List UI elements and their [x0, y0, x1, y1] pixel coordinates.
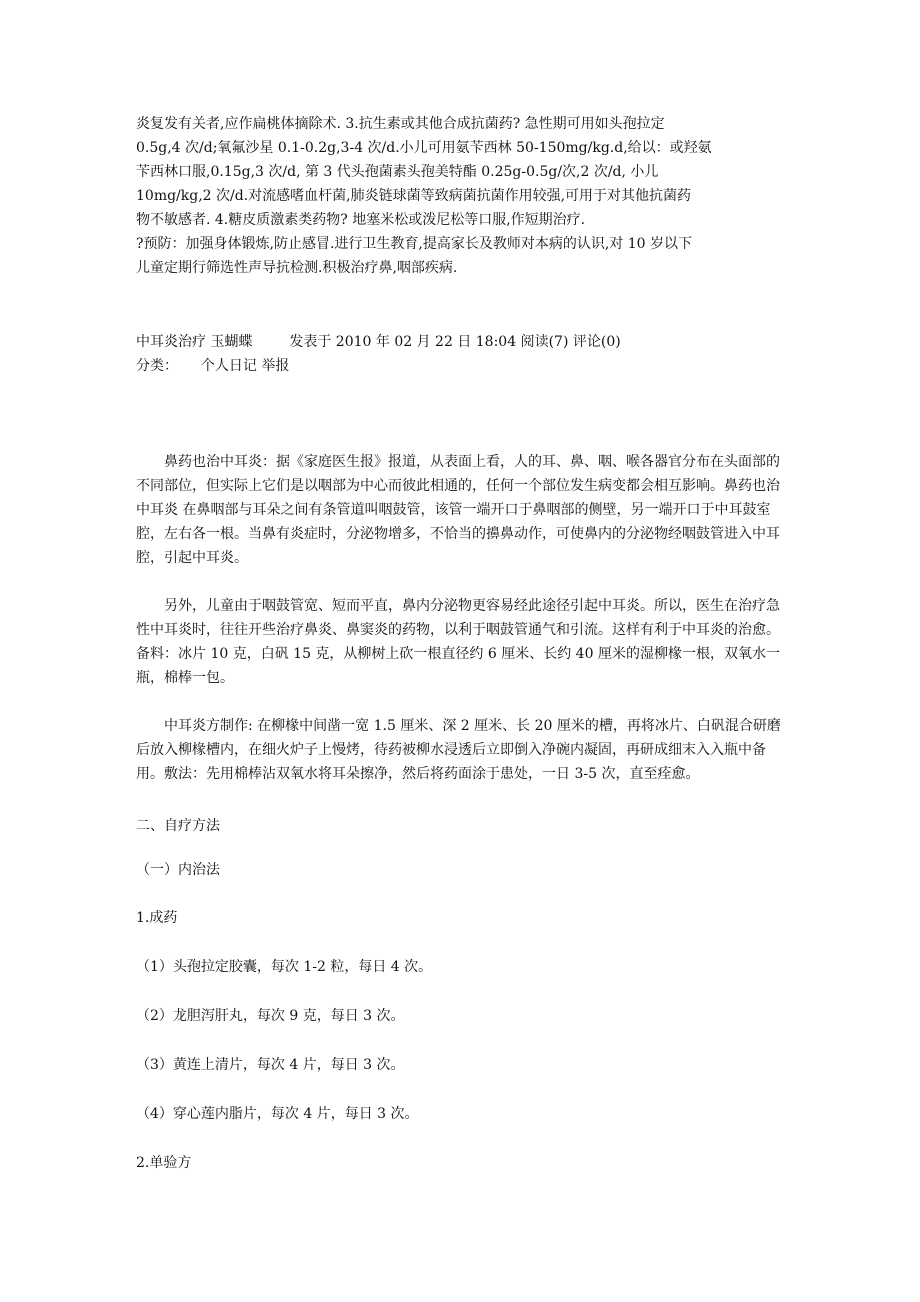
section-heading: 二、自疗方法	[136, 818, 220, 834]
remedy-item: （3）黄连上清片，每次 4 片，每日 3 次。	[136, 1057, 405, 1073]
subsection-heading: （一）内治法	[136, 862, 220, 878]
text-line: 炎复发有关者,应作扁桃体摘除术. 3.抗生素或其他合成抗菌药? 急性期可用如头孢拉定	[136, 116, 665, 132]
text-line: 0.5g,4 次/d;氧氟沙星 0.1-0.2g,3-4 次/d.小儿可用氨苄西林 50-150mg/kg.d,给以：或羟氨	[136, 140, 712, 156]
category-link[interactable]: 个人日记	[200, 358, 257, 374]
text-line: ?预防：加强身体锻炼,防止感冒.进行卫生教育,提高家长及教师对本病的认识,对 10 岁以下	[136, 236, 693, 252]
article-paragraph-3: 中耳炎方制作: 在柳椽中间凿一宽 1.5 厘米、深 2 厘米、长 20 厘米的槽，再将冰片、白矾混合研磨后放入柳椽槽内，在细火炉子上慢烤，待药被柳水浸透后立即倒入净碗内凝固，再研成细末入入瓶中备用。敷法：先用棉棒沾双氧水将耳朵擦净，然后将药面涂于患处，一日 3-5 次，直至痊愈。	[136, 718, 781, 782]
item-heading: 1.成药	[136, 910, 178, 926]
comments-link[interactable]: 评论(0)	[572, 334, 621, 350]
text-line: 10mg/kg,2 次/d.对流感嗜血杆菌,肺炎链球菌等致病菌抗菌作用较强,可用于对其他抗菌药	[136, 188, 692, 204]
text-line: 儿童定期行筛选性声导抗检测.积极治疗鼻,咽部疾病.	[136, 260, 458, 276]
text-line: 苄西林口服,0.15g,3 次/d, 第 3 代头孢菌素头孢美特酯 0.25g-0.5g/次,2 次/d, 小儿	[136, 164, 659, 180]
article-paragraph-1: 鼻药也治中耳炎：据《家庭医生报》报道，从表面上看，人的耳、鼻、咽、喉各器官分布在头面部的不同部位，但实际上它们是以咽部为中心而彼此相通的，任何一个部位发生病变都会相互影响。鼻药也治中耳炎 在鼻咽部与耳朵之间有条管道叫咽鼓管，该管一端开口于鼻咽部的侧壁，另一端开口于中耳鼓室腔，左右各一根。当鼻有炎症时，分泌物增多，不恰当的擤鼻动作，可使鼻内的分泌物经咽鼓管进入中耳腔，引起中耳炎。	[136, 454, 780, 566]
post-category	[136, 354, 289, 378]
article-paragraph-2: 另外，儿童由于咽鼓管宽、短而平直，鼻内分泌物更容易经此途径引起中耳炎。所以，医生在治疗急性中耳炎时，往往开些治疗鼻炎、鼻窦炎的药物，以利于咽鼓管通气和引流。这样有利于中耳炎的治愈。备料：冰片 10 克，白矾 15 克，从柳树上砍一根直径约 6 厘米、长约 40 厘米的湿柳椽一根，双氧水一瓶，棉棒一包。	[136, 598, 780, 686]
remedy-item: （4）穿心莲内脂片，每次 4 片，每日 3 次。	[136, 1106, 419, 1122]
report-link[interactable]: 举报	[261, 358, 290, 374]
text-line: 物不敏感者. 4.糖皮质激素类药物? 地塞米松或泼尼松等口服,作短期治疗.	[136, 212, 586, 228]
item-heading: 2.单验方	[136, 1155, 192, 1171]
remedy-item: （2）龙胆泻肝丸，每次 9 克，每日 3 次。	[136, 1008, 405, 1024]
category-label: 分类：	[136, 358, 178, 374]
author-link[interactable]: 玉蝴蝶	[210, 334, 253, 350]
post-title-link[interactable]: 中耳炎治疗	[136, 334, 206, 350]
remedy-item: （1）头孢拉定胶囊，每次 1-2 粒，每日 4 次。	[136, 959, 433, 975]
post-meta	[136, 330, 621, 354]
reads-link[interactable]: 阅读(7)	[520, 334, 569, 350]
publish-date: 发表于 2010 年 02 月 22 日 18:04	[289, 334, 517, 350]
